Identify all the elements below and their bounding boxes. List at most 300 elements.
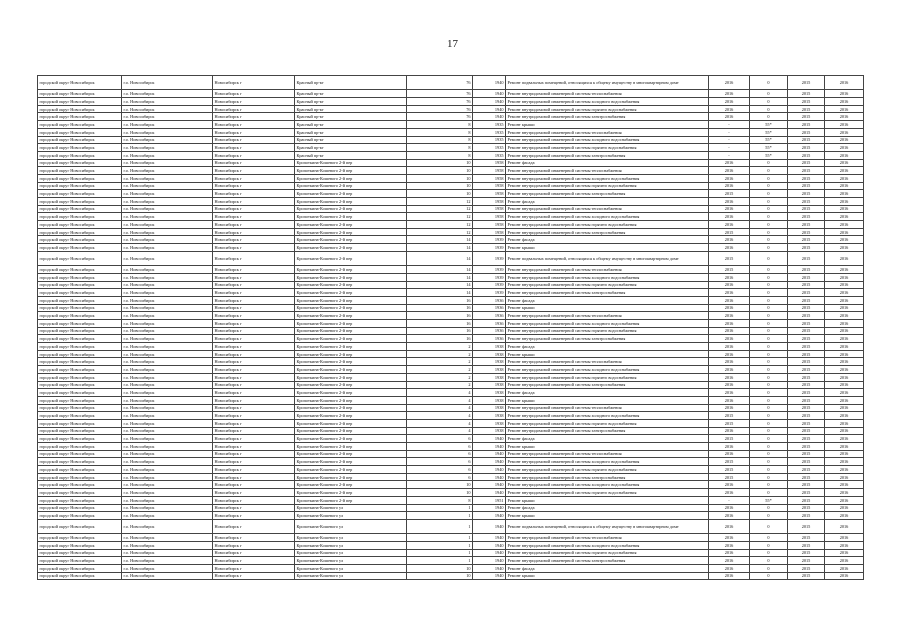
cell-end: 2016 [825,427,864,435]
cell-c1: 2016 [709,76,750,90]
cell-locality: Новосибирск г [213,358,295,366]
cell-locality: Новосибирск г [213,90,295,98]
cell-c2: 0 [750,512,788,520]
cell-year: 1936 [473,296,506,304]
cell-start: 2015 [788,266,825,274]
cell-locality: Новосибирск г [213,366,295,374]
cell-start: 2015 [788,312,825,320]
cell-municipality: городской округ Новосибирск [38,304,122,312]
cell-work: Ремонт крыши [506,350,709,358]
cell-house: 14 [407,289,473,297]
table-row [38,396,864,404]
cell-house: 14 [407,273,473,281]
table-row [38,90,864,98]
cell-end: 2016 [825,496,864,504]
cell-locality: Новосибирск г [213,443,295,451]
table-row [38,519,864,533]
cell-work: Ремонт внутридомовой инженерной системы горячего водоснабжения [506,327,709,335]
cell-start: 2015 [788,496,825,504]
cell-settlement: г.о. Новосибирск [122,312,213,320]
cell-settlement: г.о. Новосибирск [122,251,213,265]
cell-settlement: г.о. Новосибирск [122,296,213,304]
cell-settlement: г.о. Новосибирск [122,76,213,90]
cell-end: 2016 [825,557,864,565]
cell-start: 2015 [788,512,825,520]
cell-c1: 2016 [709,404,750,412]
cell-municipality: городской округ Новосибирск [38,144,122,152]
cell-end: 2016 [825,504,864,512]
cell-start: 2015 [788,427,825,435]
table-row [38,404,864,412]
cell-work: Ремонт внутридомовой инженерной системы горячего водоснабжения [506,489,709,497]
cell-year: 1958 [473,167,506,175]
cell-start: 2015 [788,213,825,221]
cell-municipality: городской округ Новосибирск [38,489,122,497]
table-row [38,381,864,389]
cell-end: 2016 [825,136,864,144]
cell-house: 8 [407,136,473,144]
cell-locality: Новосибирск г [213,519,295,533]
cell-c2: 0 [750,190,788,198]
cell-start: 2015 [788,136,825,144]
cell-locality: Новосибирск г [213,205,295,213]
cell-municipality: городской округ Новосибирск [38,565,122,573]
cell-start: 2015 [788,572,825,580]
cell-c2: 0 [750,396,788,404]
cell-c2: 55* [750,128,788,136]
cell-locality: Новосибирск г [213,512,295,520]
cell-end: 2016 [825,296,864,304]
cell-end: 2016 [825,435,864,443]
cell-house: 12 [407,213,473,221]
cell-house: 4 [407,404,473,412]
table-row [38,473,864,481]
cell-house: 2 [407,343,473,351]
cell-settlement: г.о. Новосибирск [122,105,213,113]
cell-house: 10 [407,489,473,497]
cell-municipality: городской округ Новосибирск [38,534,122,542]
cell-settlement: г.о. Новосибирск [122,205,213,213]
cell-c1: - [709,496,750,504]
cell-work: Ремонт внутридомовой инженерной системы теплоснабжения [506,450,709,458]
cell-house: 4 [407,419,473,427]
cell-end: 2016 [825,320,864,328]
cell-settlement: г.о. Новосибирск [122,541,213,549]
cell-year: 1940 [473,541,506,549]
cell-street: Кропоткина-Кошевого 2-й пер [295,289,407,297]
cell-street: Красный пр-кт [295,76,407,90]
table-row [38,320,864,328]
cell-c1: 2016 [709,159,750,167]
cell-settlement: г.о. Новосибирск [122,565,213,573]
cell-c2: 0 [750,504,788,512]
table-row [38,205,864,213]
cell-street: Кропоткина-Кошевого 2-й пер [295,182,407,190]
cell-work: Ремонт фасада [506,389,709,397]
cell-house: 16 [407,335,473,343]
cell-locality: Новосибирск г [213,251,295,265]
cell-house: 4 [407,389,473,397]
cell-house: 10 [407,572,473,580]
cell-municipality: городской округ Новосибирск [38,128,122,136]
cell-settlement: г.о. Новосибирск [122,266,213,274]
table-row [38,167,864,175]
cell-municipality: городской округ Новосибирск [38,389,122,397]
table-row [38,557,864,565]
table-row [38,159,864,167]
cell-settlement: г.о. Новосибирск [122,572,213,580]
cell-work: Ремонт внутридомовой инженерной системы холодного водоснабжения [506,136,709,144]
cell-work: Ремонт крыши [506,244,709,252]
cell-municipality: городской округ Новосибирск [38,289,122,297]
cell-locality: Новосибирск г [213,435,295,443]
cell-locality: Новосибирск г [213,244,295,252]
table-row [38,304,864,312]
cell-settlement: г.о. Новосибирск [122,458,213,466]
cell-year: 1938 [473,381,506,389]
cell-street: Кропоткина-Кошевого 2-й пер [295,205,407,213]
cell-start: 2015 [788,519,825,533]
cell-street: Кропоткина-Кошевого 2-й пер [295,198,407,206]
cell-end: 2016 [825,343,864,351]
cell-end: 2016 [825,304,864,312]
cell-work: Ремонт внутридомовой инженерной системы холодного водоснабжения [506,273,709,281]
cell-settlement: г.о. Новосибирск [122,113,213,121]
cell-work: Ремонт внутридомовой инженерной системы электроснабжения [506,427,709,435]
cell-c2: 0 [750,244,788,252]
cell-start: 2015 [788,296,825,304]
cell-municipality: городской округ Новосибирск [38,213,122,221]
cell-street: Красный пр-кт [295,98,407,106]
cell-c2: 0 [750,358,788,366]
cell-settlement: г.о. Новосибирск [122,519,213,533]
cell-end: 2016 [825,473,864,481]
cell-work: Ремонт внутридомовой инженерной системы горячего водоснабжения [506,182,709,190]
cell-municipality: городской округ Новосибирск [38,136,122,144]
cell-municipality: городской округ Новосибирск [38,343,122,351]
cell-house: 4 [407,412,473,420]
cell-locality: Новосибирск г [213,213,295,221]
cell-c1: 2016 [709,335,750,343]
cell-start: 2015 [788,396,825,404]
cell-start: 2015 [788,557,825,565]
table-row [38,281,864,289]
cell-work: Ремонт крыши [506,572,709,580]
cell-year: 1958 [473,205,506,213]
cell-year: 1940 [473,481,506,489]
cell-locality: Новосибирск г [213,174,295,182]
cell-street: Кропоткина-Кошевого ул [295,504,407,512]
cell-house: 16 [407,320,473,328]
cell-settlement: г.о. Новосибирск [122,320,213,328]
cell-end: 2016 [825,549,864,557]
cell-c1: - [709,121,750,129]
cell-c2: 0 [750,105,788,113]
cell-c1: 2015 [709,419,750,427]
cell-street: Красный пр-кт [295,144,407,152]
cell-work: Ремонт фасада [506,435,709,443]
cell-locality: Новосибирск г [213,489,295,497]
cell-start: 2015 [788,481,825,489]
cell-street: Кропоткина-Кошевого ул [295,549,407,557]
cell-start: 2015 [788,389,825,397]
cell-locality: Новосибирск г [213,320,295,328]
cell-c1: - [709,128,750,136]
cell-work: Ремонт внутридомовой инженерной системы холодного водоснабжения [506,320,709,328]
cell-c1: 2016 [709,427,750,435]
cell-year: 1940 [473,435,506,443]
cell-year: 1940 [473,504,506,512]
cell-work: Ремонт внутридомовой инженерной системы электроснабжения [506,190,709,198]
cell-locality: Новосибирск г [213,304,295,312]
cell-locality: Новосибирск г [213,549,295,557]
cell-end: 2016 [825,327,864,335]
cell-c2: 0 [750,541,788,549]
cell-c2: 0 [750,443,788,451]
cell-settlement: г.о. Новосибирск [122,412,213,420]
cell-c2: 0 [750,389,788,397]
cell-settlement: г.о. Новосибирск [122,213,213,221]
cell-work: Ремонт внутридомовой инженерной системы холодного водоснабжения [506,412,709,420]
cell-municipality: городской округ Новосибирск [38,366,122,374]
table-row [38,458,864,466]
cell-year: 1940 [473,557,506,565]
table-row [38,228,864,236]
cell-street: Кропоткина-Кошевого 2-й пер [295,496,407,504]
cell-start: 2015 [788,236,825,244]
table-row [38,198,864,206]
cell-start: 2015 [788,182,825,190]
cell-street: Кропоткина-Кошевого 2-й пер [295,350,407,358]
cell-end: 2016 [825,389,864,397]
cell-house: 1 [407,541,473,549]
cell-municipality: городской округ Новосибирск [38,466,122,474]
cell-c2: 0 [750,90,788,98]
cell-year: 1940 [473,534,506,542]
cell-locality: Новосибирск г [213,534,295,542]
cell-start: 2015 [788,167,825,175]
cell-locality: Новосибирск г [213,273,295,281]
cell-work: Ремонт внутридомовой инженерной системы электроснабжения [506,335,709,343]
cell-end: 2016 [825,159,864,167]
table-row [38,343,864,351]
cell-start: 2015 [788,174,825,182]
cell-house: 10 [407,481,473,489]
table-row [38,327,864,335]
cell-end: 2016 [825,534,864,542]
cell-municipality: городской округ Новосибирск [38,251,122,265]
cell-work: Ремонт внутридомовой инженерной системы теплоснабжения [506,128,709,136]
cell-settlement: г.о. Новосибирск [122,481,213,489]
cell-work: Ремонт внутридомовой инженерной системы горячего водоснабжения [506,373,709,381]
cell-c2: 55* [750,496,788,504]
cell-c1: 2016 [709,343,750,351]
cell-settlement: г.о. Новосибирск [122,435,213,443]
cell-c2: 55* [750,121,788,129]
cell-locality: Новосибирск г [213,190,295,198]
cell-municipality: городской округ Новосибирск [38,358,122,366]
cell-house: 12 [407,221,473,229]
table-row [38,412,864,420]
cell-c1: 2015 [709,228,750,236]
cell-street: Кропоткина-Кошевого 2-й пер [295,466,407,474]
cell-street: Кропоткина-Кошевого 2-й пер [295,335,407,343]
cell-street: Кропоткина-Кошевого 2-й пер [295,296,407,304]
cell-municipality: городской округ Новосибирск [38,76,122,90]
cell-year: 1938 [473,396,506,404]
cell-c1: 2016 [709,244,750,252]
cell-street: Кропоткина-Кошевого 2-й пер [295,443,407,451]
cell-c1: 2015 [709,473,750,481]
cell-locality: Новосибирск г [213,541,295,549]
cell-c1: 2016 [709,289,750,297]
cell-start: 2015 [788,565,825,573]
cell-c2: 55* [750,136,788,144]
cell-end: 2016 [825,481,864,489]
cell-municipality: городской округ Новосибирск [38,549,122,557]
cell-c1: 2015 [709,190,750,198]
cell-end: 2016 [825,251,864,265]
cell-house: 1 [407,534,473,542]
cell-year: 1939 [473,273,506,281]
cell-settlement: г.о. Новосибирск [122,381,213,389]
table-row [38,136,864,144]
cell-start: 2015 [788,335,825,343]
table-row [38,481,864,489]
cell-house: 4 [407,427,473,435]
cell-municipality: городской округ Новосибирск [38,98,122,106]
table-row [38,296,864,304]
cell-start: 2015 [788,504,825,512]
cell-start: 2015 [788,404,825,412]
cell-municipality: городской округ Новосибирск [38,450,122,458]
table-row [38,121,864,129]
cell-work: Ремонт крыши [506,304,709,312]
table-row [38,128,864,136]
cell-c2: 0 [750,289,788,297]
cell-work: Ремонт внутридомовой инженерной системы теплоснабжения [506,266,709,274]
table-row [38,427,864,435]
cell-street: Кропоткина-Кошевого 2-й пер [295,251,407,265]
cell-house: 16 [407,327,473,335]
cell-c2: 0 [750,167,788,175]
cell-street: Красный пр-кт [295,128,407,136]
cell-locality: Новосибирск г [213,343,295,351]
cell-locality: Новосибирск г [213,198,295,206]
cell-year: 1940 [473,565,506,573]
cell-street: Кропоткина-Кошевого 2-й пер [295,266,407,274]
cell-locality: Новосибирск г [213,151,295,159]
cell-year: 1958 [473,213,506,221]
table-row [38,389,864,397]
cell-c1: 2015 [709,435,750,443]
cell-locality: Новосибирск г [213,76,295,90]
cell-house: 10 [407,159,473,167]
cell-settlement: г.о. Новосибирск [122,90,213,98]
table-row [38,366,864,374]
cell-c2: 0 [750,489,788,497]
cell-municipality: городской округ Новосибирск [38,396,122,404]
cell-house: 6 [407,435,473,443]
cell-c1: 2016 [709,565,750,573]
cell-c1: - [709,136,750,144]
cell-c2: 0 [750,98,788,106]
cell-municipality: городской округ Новосибирск [38,335,122,343]
cell-settlement: г.о. Новосибирск [122,366,213,374]
cell-start: 2015 [788,190,825,198]
cell-c1: 2016 [709,549,750,557]
cell-year: 1938 [473,419,506,427]
cell-municipality: городской округ Новосибирск [38,419,122,427]
cell-c2: 0 [750,381,788,389]
cell-street: Кропоткина-Кошевого 2-й пер [295,190,407,198]
cell-start: 2015 [788,343,825,351]
table-row [38,251,864,265]
cell-start: 2015 [788,144,825,152]
cell-c2: 0 [750,159,788,167]
cell-municipality: городской округ Новосибирск [38,228,122,236]
cell-year: 1940 [473,450,506,458]
cell-c2: 0 [750,113,788,121]
cell-c1: 2016 [709,105,750,113]
cell-year: 1939 [473,281,506,289]
cell-end: 2016 [825,396,864,404]
cell-municipality: городской округ Новосибирск [38,244,122,252]
cell-c1: 2016 [709,174,750,182]
cell-street: Кропоткина-Кошевого ул [295,534,407,542]
cell-municipality: городской округ Новосибирск [38,221,122,229]
cell-locality: Новосибирск г [213,312,295,320]
cell-c1: 2015 [709,458,750,466]
cell-municipality: городской округ Новосибирск [38,121,122,129]
cell-start: 2015 [788,98,825,106]
cell-house: 16 [407,312,473,320]
cell-house: 14 [407,266,473,274]
cell-work: Ремонт внутридомовой инженерной системы холодного водоснабжения [506,481,709,489]
cell-c2: 0 [750,198,788,206]
cell-settlement: г.о. Новосибирск [122,144,213,152]
cell-year: 1938 [473,389,506,397]
cell-year: 1936 [473,320,506,328]
cell-locality: Новосибирск г [213,113,295,121]
cell-house: 14 [407,281,473,289]
cell-street: Кропоткина-Кошевого ул [295,519,407,533]
cell-c2: 0 [750,213,788,221]
cell-municipality: городской округ Новосибирск [38,236,122,244]
table-row [38,266,864,274]
cell-start: 2015 [788,205,825,213]
cell-house: 8 [407,121,473,129]
cell-year: 1940 [473,549,506,557]
cell-c2: 0 [750,549,788,557]
cell-municipality: городской округ Новосибирск [38,90,122,98]
cell-year: 1936 [473,304,506,312]
cell-locality: Новосибирск г [213,144,295,152]
table-row [38,489,864,497]
cell-house: 76 [407,76,473,90]
cell-work: Ремонт внутридомовой инженерной системы электроснабжения [506,381,709,389]
cell-settlement: г.о. Новосибирск [122,343,213,351]
cell-house: 1 [407,519,473,533]
cell-street: Кропоткина-Кошевого 2-й пер [295,473,407,481]
cell-house: 76 [407,90,473,98]
page-number: 17 [447,38,458,50]
cell-locality: Новосибирск г [213,427,295,435]
cell-start: 2015 [788,320,825,328]
cell-house: 76 [407,98,473,106]
cell-house: 76 [407,113,473,121]
table-row [38,221,864,229]
